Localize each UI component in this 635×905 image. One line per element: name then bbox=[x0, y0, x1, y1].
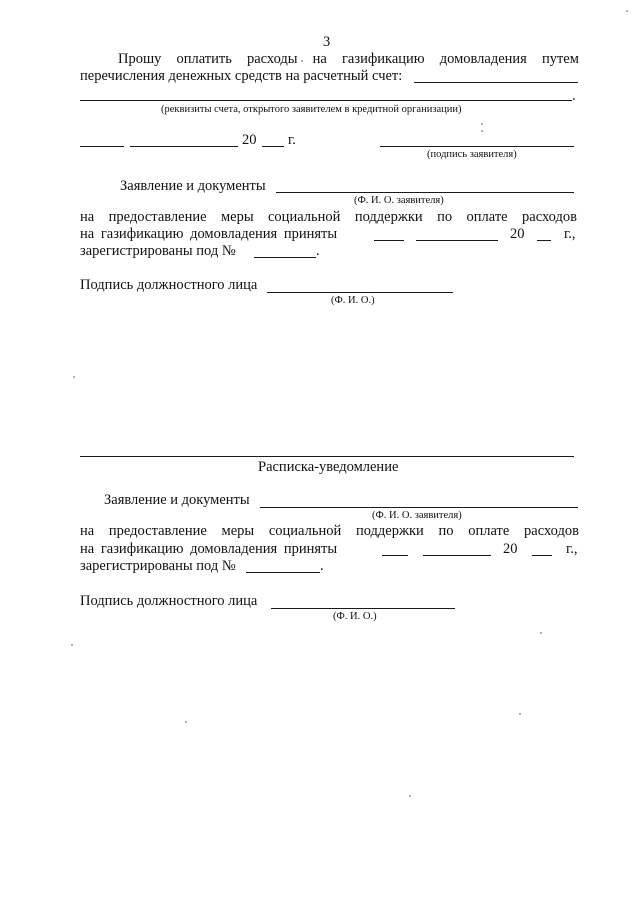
statement-intro: Заявление и документы bbox=[120, 178, 266, 194]
receipt-applicant-fio-field[interactable] bbox=[260, 507, 578, 508]
statement-applicant-fio-caption: (Ф. И. О. заявителя) bbox=[354, 195, 444, 206]
receipt-official-signature-label: Подпись должностного лица bbox=[80, 593, 258, 609]
applicant-signature-caption: (подпись заявителя) bbox=[427, 149, 517, 160]
payment-request-line-2: перечисления денежных средств на расчетный счет: bbox=[80, 68, 403, 84]
request-year-suffix: г. bbox=[288, 132, 296, 148]
request-date-day-field[interactable] bbox=[80, 146, 124, 147]
account-details-caption: (реквизиты счета, открытого заявителем в кредитной организации) bbox=[161, 104, 462, 115]
statement-official-fio-caption: (Ф. И. О.) bbox=[331, 295, 375, 306]
receipt-year-suffix: г., bbox=[566, 541, 578, 557]
statement-accept-day-field[interactable] bbox=[374, 240, 404, 241]
scan-speck bbox=[185, 721, 187, 723]
receipt-year-prefix: 20 bbox=[503, 541, 518, 557]
statement-applicant-fio-field[interactable] bbox=[276, 192, 574, 193]
request-year-field[interactable] bbox=[262, 146, 284, 147]
request-year-prefix: 20 bbox=[242, 132, 257, 148]
receipt-official-signature-field[interactable] bbox=[271, 608, 455, 609]
statement-registered-label: зарегистрированы под № bbox=[80, 243, 236, 259]
statement-year-suffix: г., bbox=[564, 226, 576, 242]
statement-official-signature-field[interactable] bbox=[267, 292, 453, 293]
scan-speck bbox=[301, 60, 303, 62]
account-number-field[interactable] bbox=[414, 82, 578, 83]
scan-speck bbox=[73, 376, 75, 378]
statement-line-2-prefix: на газификацию домовладения приняты bbox=[80, 226, 338, 242]
scan-speck bbox=[519, 713, 521, 715]
scan-speck bbox=[481, 123, 483, 125]
receipt-accept-month-field[interactable] bbox=[423, 555, 491, 556]
applicant-signature-field[interactable] bbox=[380, 146, 574, 147]
receipt-line-1: на предоставление меры социальной поддержки по оплате расходов bbox=[80, 523, 579, 539]
statement-accept-month-field[interactable] bbox=[416, 240, 498, 241]
statement-official-signature-label: Подпись должностного лица bbox=[80, 277, 258, 293]
cut-line bbox=[80, 456, 574, 457]
page-number: 3 bbox=[323, 34, 331, 50]
receipt-line-2-prefix: на газификацию домовладения приняты bbox=[80, 541, 338, 557]
receipt-registration-number-field[interactable] bbox=[246, 572, 320, 573]
receipt-applicant-fio-caption: (Ф. И. О. заявителя) bbox=[372, 510, 462, 521]
statement-line-1: на предоставление меры социальной поддержки по оплате расходов bbox=[80, 209, 577, 225]
receipt-title: Расписка-уведомление bbox=[258, 459, 399, 475]
request-date-month-field[interactable] bbox=[130, 146, 238, 147]
scan-speck bbox=[540, 632, 542, 634]
receipt-intro: Заявление и документы bbox=[104, 492, 250, 508]
scan-speck bbox=[626, 10, 628, 12]
receipt-official-fio-caption: (Ф. И. О.) bbox=[333, 611, 377, 622]
account-details-field[interactable] bbox=[80, 100, 572, 101]
account-details-end-dot: . bbox=[572, 88, 576, 104]
receipt-registered-end: . bbox=[320, 558, 324, 574]
statement-registered-end: . bbox=[316, 243, 320, 259]
statement-registration-number-field[interactable] bbox=[254, 257, 316, 258]
receipt-registered-label: зарегистрированы под № bbox=[80, 558, 236, 574]
payment-request-line-1: Прошу оплатить расходы на газификацию домовладения путем bbox=[118, 51, 579, 67]
scan-speck bbox=[481, 130, 483, 132]
receipt-accept-day-field[interactable] bbox=[382, 555, 408, 556]
statement-year-prefix: 20 bbox=[510, 226, 525, 242]
scan-speck bbox=[409, 795, 411, 797]
receipt-year-field[interactable] bbox=[532, 555, 552, 556]
scan-speck bbox=[71, 644, 73, 646]
statement-year-field[interactable] bbox=[537, 240, 551, 241]
